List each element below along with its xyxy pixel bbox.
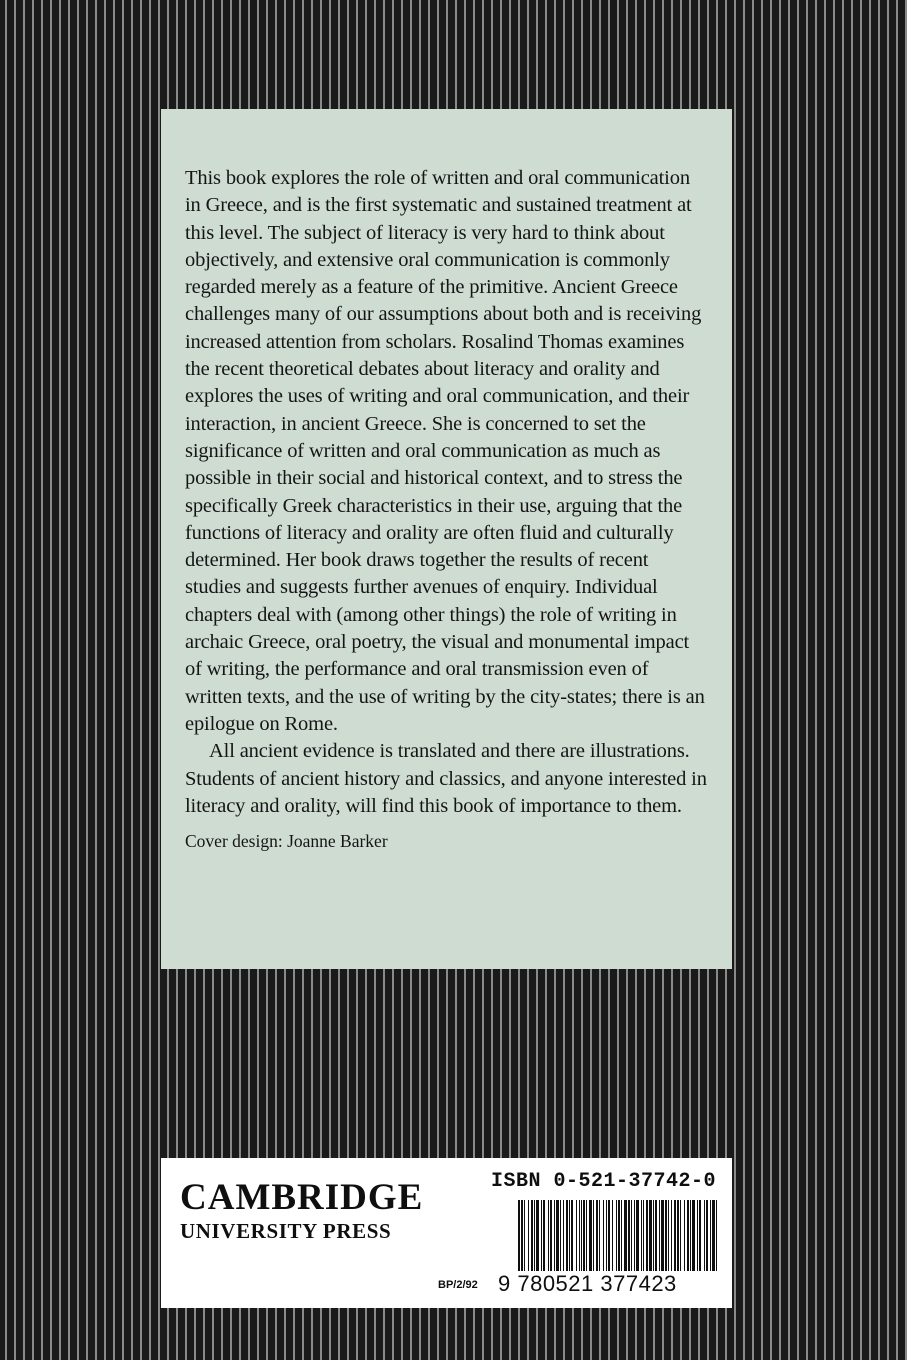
barcode-bar — [706, 1200, 708, 1271]
barcode-bar — [593, 1200, 594, 1271]
barcode-bar — [659, 1200, 660, 1271]
barcode-bar — [643, 1200, 644, 1271]
barcode-bar — [616, 1200, 617, 1271]
barcode-bar — [674, 1200, 676, 1271]
isbn-label: ISBN 0-521-37742-0 — [490, 1170, 716, 1193]
barcode-bar — [606, 1200, 607, 1271]
barcode-bar — [560, 1200, 561, 1271]
publisher-box — [161, 1158, 732, 1308]
barcode-bar — [571, 1200, 573, 1271]
barcode-bar — [563, 1200, 564, 1271]
barcode-bar — [599, 1200, 600, 1271]
barcode-bar — [518, 1200, 520, 1271]
barcode-bar — [554, 1200, 555, 1271]
barcode-bar — [583, 1200, 585, 1271]
barcode-bar — [524, 1200, 525, 1271]
barcode-bar — [612, 1200, 613, 1271]
blurb-paragraph-1: This book explores the role of written and oral communication in Greece, and is the first systematic and sustained treatment at this level. The subject of literacy is very hard to think about objectively, and extensive oral communication is commonly regarded merely as a feature of the primitive. Ancient Greece challenges many of our assumptions about both and is receiving increased attention from scholars. Rosalind Thomas examines the recent theoretical debates about literacy and orality and explores the uses of writing and oral communication, and their interaction, in ancient Greece. She is concerned to set the significance of written and oral communication as much as possible in their social and historical context, and to stress the specifically Greek characteristics in their use, arguing that the functions of literacy and orality are often fluid and culturally determined. Her book draws together the results of recent studies and suggests further avenues of enquiry. Individual chapters deal with (among other things) the role of writing in archaic Greece, oral poetry, the visual and monumental impact of writing, the performance and oral transmission even of written texts, and the use of writing by the city-states; there is an epilogue on Rome. — [185, 167, 705, 735]
barcode-bar — [628, 1200, 630, 1271]
barcode-bar — [534, 1200, 535, 1271]
barcode-bar — [655, 1200, 657, 1271]
barcode-bar — [536, 1200, 539, 1271]
barcode-bar — [556, 1200, 559, 1271]
barcode-bar — [690, 1200, 691, 1271]
barcode-bar — [624, 1200, 627, 1271]
barcode-digits: 9 780521 377423 — [498, 1271, 677, 1296]
barcode-bar — [684, 1200, 685, 1271]
barcode-bar — [543, 1200, 545, 1271]
blurb-paragraph-2: All ancient evidence is translated and there are illustrations. Students of ancient history and classics, and anyone interested in literacy and orality, will find this book of importance to them. — [185, 740, 707, 817]
barcode-bar — [576, 1200, 577, 1271]
barcode-bar — [649, 1200, 652, 1271]
barcode-bar — [566, 1200, 568, 1271]
barcode-bar — [579, 1200, 580, 1271]
barcode-bar — [521, 1200, 523, 1271]
barcode-bar — [671, 1200, 672, 1271]
barcode-bar — [677, 1200, 679, 1271]
barcode-bar — [631, 1200, 632, 1271]
barcode-bar — [653, 1200, 654, 1271]
cover-credit: Cover design: Joanne Barker — [185, 831, 388, 852]
barcode-bar — [699, 1200, 701, 1271]
barcode-bar — [608, 1200, 610, 1271]
barcode-bar — [665, 1200, 667, 1271]
barcode-bar — [596, 1200, 598, 1271]
barcode-bar — [528, 1200, 529, 1271]
barcode-bar — [548, 1200, 549, 1271]
barcode-bar — [586, 1200, 587, 1271]
blurb-panel — [161, 109, 732, 969]
barcode-bar — [661, 1200, 664, 1271]
barcode — [518, 1200, 717, 1271]
barcode-bar — [550, 1200, 552, 1271]
barcode-bar — [687, 1200, 689, 1271]
publisher-name-line2: UNIVERSITY PRESS — [180, 1219, 392, 1243]
barcode-bar — [618, 1200, 620, 1271]
barcode-bar — [581, 1200, 582, 1271]
barcode-bar — [603, 1200, 604, 1271]
barcode-bar — [646, 1200, 648, 1271]
barcode-bar — [641, 1200, 642, 1271]
barcode-bar — [634, 1200, 635, 1271]
barcode-bar — [697, 1200, 698, 1271]
publisher-name-line1: CAMBRIDGE — [180, 1177, 424, 1218]
print-code: BP/2/92 — [438, 1279, 478, 1291]
barcode-bar — [704, 1200, 705, 1271]
barcode-bar — [569, 1200, 570, 1271]
barcode-bar — [668, 1200, 669, 1271]
barcode-bar — [589, 1200, 592, 1271]
barcode-bar — [712, 1200, 715, 1271]
barcode-bar — [541, 1200, 542, 1271]
barcode-bar — [710, 1200, 711, 1271]
barcode-bar — [680, 1200, 681, 1271]
publisher-logo — [180, 1177, 424, 1244]
barcode-bar — [692, 1200, 695, 1271]
barcode-bar — [636, 1200, 639, 1271]
barcode-bar — [716, 1200, 717, 1271]
barcode-bar — [531, 1200, 533, 1271]
barcode-bar — [621, 1200, 622, 1271]
